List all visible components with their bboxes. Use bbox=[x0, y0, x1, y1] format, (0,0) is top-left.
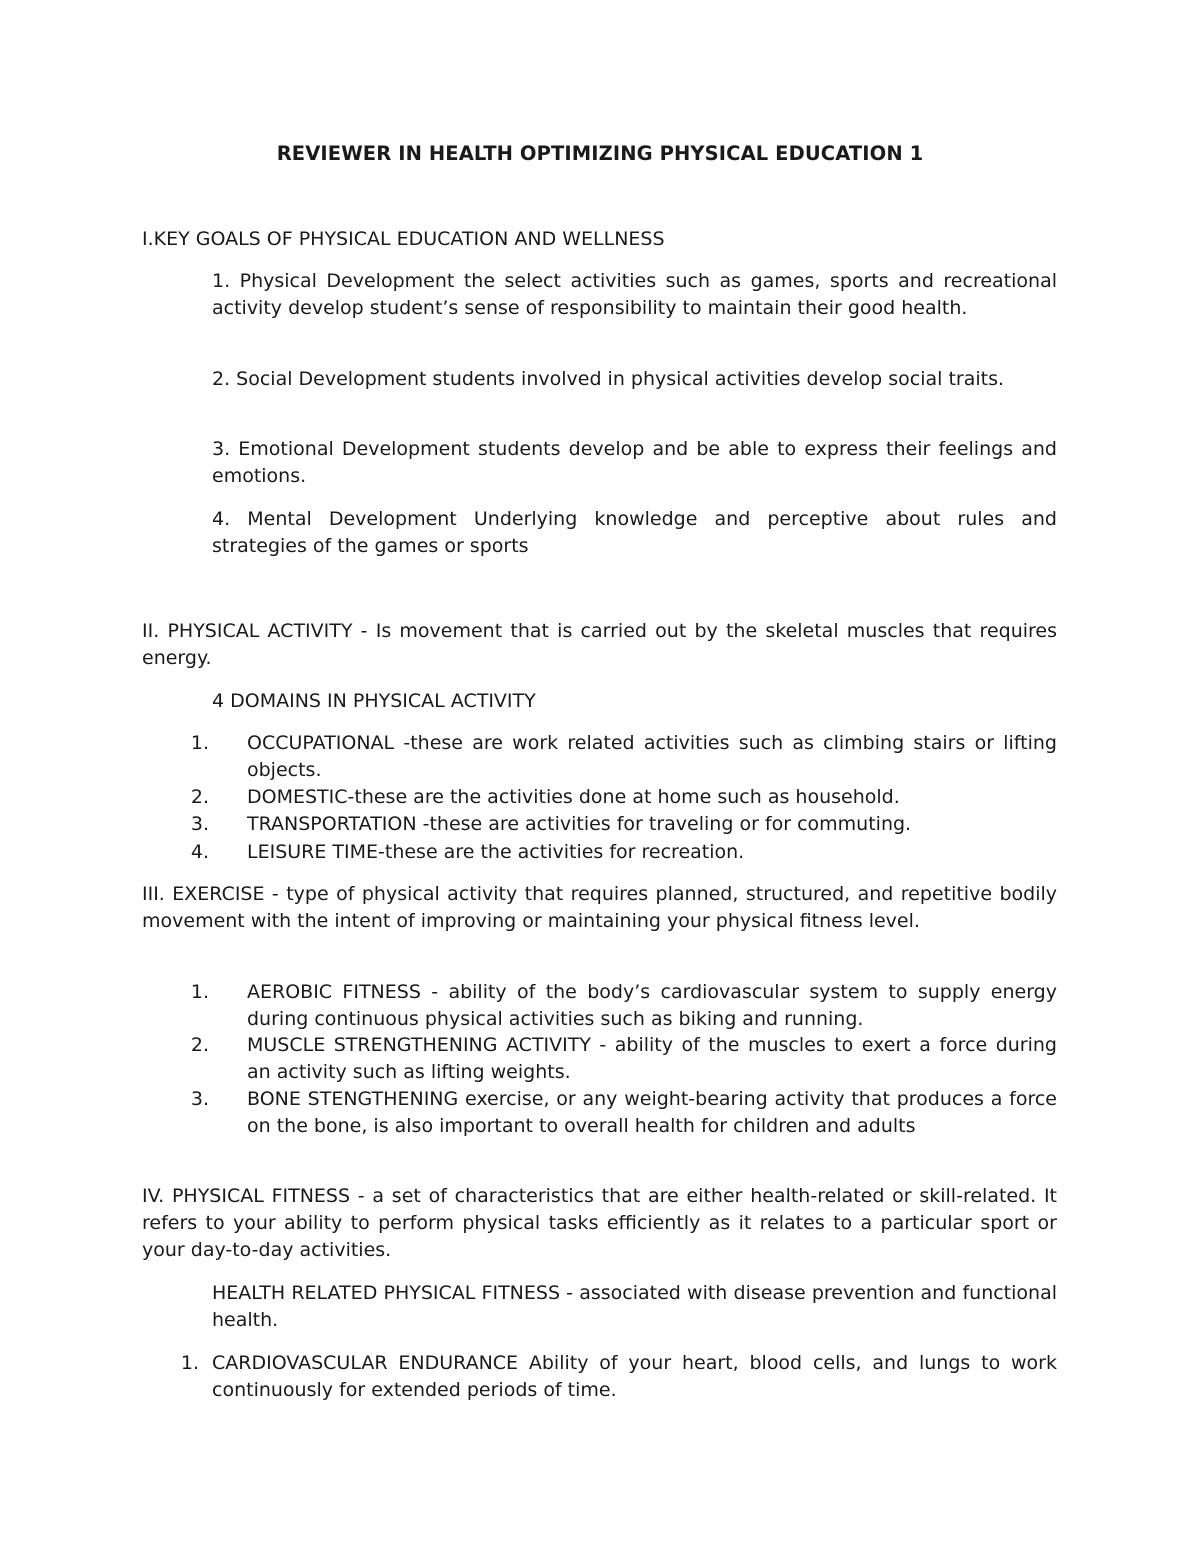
list-text: TRANSPORTATION -these are activities for traveling or for commuting. bbox=[247, 813, 912, 835]
section-2-heading: II. PHYSICAL ACTIVITY - Is movement that is carried out by the skeletal muscles that requires energy. bbox=[142, 620, 1057, 669]
goal-item-1: 1. Physical Development the select activities such as games, sports and recreational activity develop student’s sense of responsibility to maintain their good health. bbox=[212, 270, 1057, 319]
list-text: OCCUPATIONAL -these are work related activities such as climbing stairs or lifting objects. bbox=[247, 732, 1057, 781]
list-text: DOMESTIC-these are the activities done at home such as household. bbox=[247, 786, 900, 808]
section-4-heading: IV. PHYSICAL FITNESS - a set of characteristics that are either health-related or skill-related. It refers to your ability to perform physical tasks efficiently as it relates to a particular sport or your day-to-day activities. bbox=[142, 1185, 1057, 1261]
goal-item-3: 3. Emotional Development students develop and be able to express their feelings and emotions. bbox=[212, 438, 1057, 487]
list-text: BONE STENGTHENING exercise, or any weight-bearing activity that produces a force on the bone, is also important to overall health for children and adults bbox=[247, 1088, 1057, 1137]
list-number: 3. bbox=[190, 1088, 209, 1110]
list-number: 1. bbox=[190, 981, 209, 1003]
list-text: AEROBIC FITNESS - ability of the body’s cardiovascular system to supply energy during continuous physical activities such as biking and running. bbox=[247, 981, 1057, 1030]
list-text: MUSCLE STRENGTHENING ACTIVITY - ability of the muscles to exert a force during an activity such as lifting weights. bbox=[247, 1034, 1057, 1083]
list-number: 2. bbox=[190, 1034, 209, 1056]
section-2-subheading: 4 DOMAINS IN PHYSICAL ACTIVITY bbox=[212, 690, 536, 712]
list-text: CARDIOVASCULAR ENDURANCE Ability of your heart, blood cells, and lungs to work continuously for extended periods of time. bbox=[212, 1352, 1057, 1401]
list-number: 1. bbox=[180, 1352, 199, 1374]
list-number: 1. bbox=[190, 732, 209, 754]
goal-item-4: 4. Mental Development Underlying knowledge and perceptive about rules and strategies of the games or sports bbox=[212, 508, 1057, 557]
list-number: 2. bbox=[190, 786, 209, 808]
list-number: 4. bbox=[190, 841, 209, 863]
list-text: LEISURE TIME-these are the activities for recreation. bbox=[247, 841, 745, 863]
section-1-heading: I.KEY GOALS OF PHYSICAL EDUCATION AND WELLNESS bbox=[142, 228, 665, 250]
section-3-heading: III. EXERCISE - type of physical activity that requires planned, structured, and repetitive bodily movement with the intent of improving or maintaining your physical fitness level. bbox=[142, 883, 1057, 932]
section-4-subheading: HEALTH RELATED PHYSICAL FITNESS - associated with disease prevention and functional health. bbox=[212, 1282, 1057, 1331]
page-title: REVIEWER IN HEALTH OPTIMIZING PHYSICAL EDUCATION 1 bbox=[276, 142, 924, 165]
goal-item-2: 2. Social Development students involved in physical activities develop social traits. bbox=[212, 368, 1005, 390]
list-number: 3. bbox=[190, 813, 209, 835]
